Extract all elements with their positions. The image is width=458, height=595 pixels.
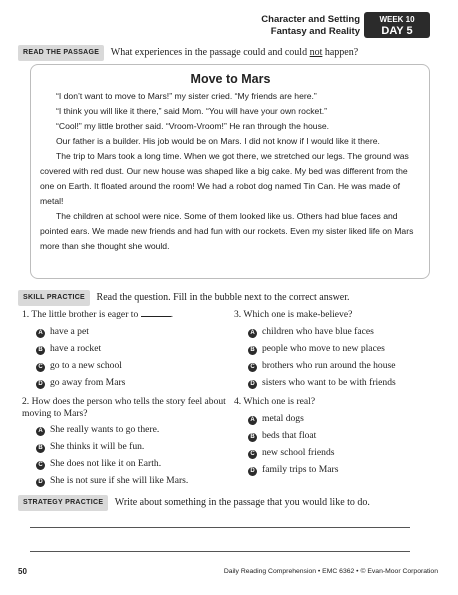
prompt-pre: What experiences in the passage could and could: [110, 47, 310, 58]
option-text: new school friends: [262, 446, 335, 458]
option-text: She thinks it will be fun.: [50, 441, 145, 452]
answer-option[interactable]: [248, 464, 338, 476]
option-text: have a rocket: [50, 342, 102, 354]
option-text: have a pet: [50, 325, 89, 337]
bubble-icon[interactable]: D: [36, 380, 45, 389]
bubble-icon[interactable]: C: [36, 363, 45, 372]
question-stem: 1. The little brother is eager to .: [22, 309, 174, 320]
question-stem: 3. Which one is make-believe?: [234, 309, 353, 320]
answer-option[interactable]: [36, 343, 173, 355]
bubble-icon[interactable]: B: [248, 346, 257, 355]
bubble-icon[interactable]: A: [36, 329, 45, 338]
answer-option[interactable]: [36, 424, 227, 436]
option-text: family trips to Mars: [262, 463, 339, 475]
bubble-icon[interactable]: C: [248, 363, 257, 372]
page-number: 50: [18, 567, 27, 576]
answer-option[interactable]: [36, 458, 227, 470]
passage-paragraph: The children at school were nice. Some of them looked like us. Others had blue faces and pointed ears. We made new friends and had fun with our rockets. Even my sister liked life on Mars more than she thought she would.: [40, 211, 414, 251]
answer-option[interactable]: [36, 360, 173, 372]
question-4: [234, 396, 338, 476]
strategy-practice-label: STRATEGY PRACTICE: [18, 495, 108, 511]
answer-option[interactable]: [36, 441, 227, 453]
passage-title: Move to Mars: [190, 72, 271, 86]
read-passage-row: [18, 45, 358, 61]
answer-option[interactable]: [248, 430, 338, 442]
week-label: WEEK 10: [379, 15, 415, 24]
passage-paragraph: “I don’t want to move to Mars!” my sister cried. “My friends are here.”: [56, 91, 317, 101]
option-text: go to a new school: [50, 359, 122, 371]
skill-practice-row: [18, 290, 350, 306]
option-text: children who have blue faces: [262, 325, 374, 337]
answer-blank: [141, 309, 171, 317]
passage-paragraph: “I think you will like it there,” said Mom. “You will have your own rocket.”: [56, 106, 327, 116]
header-title: [261, 14, 360, 38]
prompt-post: happen?: [322, 47, 359, 58]
answer-option[interactable]: [36, 377, 173, 389]
option-text: She really wants to go there.: [50, 424, 160, 435]
bubble-icon[interactable]: C: [248, 450, 257, 459]
answer-option[interactable]: [248, 377, 396, 389]
week-day-badge: [364, 12, 430, 38]
passage-box: [30, 64, 430, 279]
skill-practice-prompt: Read the question. Fill in the bubble next to the correct answer.: [96, 292, 350, 303]
header-title-line2: Fantasy and Reality: [270, 26, 360, 37]
bubble-icon[interactable]: D: [36, 478, 45, 487]
writing-line-2[interactable]: [30, 551, 410, 552]
option-text: beds that float: [262, 429, 317, 441]
bubble-icon[interactable]: D: [248, 467, 257, 476]
passage-paragraph: “Cool!” my little brother said. “Vroom-Vroom!” He ran through the house.: [56, 121, 330, 131]
bubble-icon[interactable]: B: [248, 433, 257, 442]
answer-option[interactable]: [248, 360, 396, 372]
skill-practice-label: SKILL PRACTICE: [18, 290, 90, 306]
header-title-line1: Character and Setting: [261, 14, 360, 25]
answer-option[interactable]: [248, 447, 338, 459]
bubble-icon[interactable]: C: [36, 461, 45, 470]
prompt-underlined: not: [309, 47, 323, 58]
option-text: go away from Mars: [50, 376, 126, 388]
question-stem: 4. Which one is real?: [234, 396, 316, 407]
answer-option[interactable]: [248, 343, 396, 355]
day-label: DAY 5: [381, 25, 413, 37]
bubble-icon[interactable]: B: [36, 346, 45, 355]
passage-paragraph: Our father is a builder. His job would be on Mars. I did not know if I would like it there.: [56, 136, 380, 146]
passage-paragraph: The trip to Mars took a long time. When we got there, we stretched our legs. The ground was covered with red dust. Our new house was shaped like a big cake. My bed was different from the one on Earth. It floated around the room! We had a robot dog named Tin Can. He was made of metal!: [40, 151, 409, 206]
option-text: metal dogs: [262, 412, 304, 424]
option-text: brothers who run around the house: [262, 359, 396, 371]
strategy-practice-prompt: Write about something in the passage that you would like to do.: [114, 497, 370, 508]
strategy-practice-row: [18, 495, 370, 511]
bubble-icon[interactable]: B: [36, 444, 45, 453]
footer-credit: Daily Reading Comprehension • EMC 6362 • © Evan-Moor Corporation: [223, 568, 438, 575]
answer-option[interactable]: [248, 413, 338, 425]
question-2: [22, 396, 227, 487]
answer-option[interactable]: [36, 475, 227, 487]
question-stem: 2. How does the person who tells the story feel about moving to Mars?: [22, 396, 226, 419]
question-3: [234, 309, 396, 389]
option-text: sisters who want to be with friends: [262, 376, 396, 388]
read-passage-label: READ THE PASSAGE: [18, 45, 104, 61]
option-text: people who move to new places: [262, 342, 385, 354]
question-1: [22, 309, 173, 389]
writing-line-1[interactable]: [30, 527, 410, 528]
bubble-icon[interactable]: D: [248, 380, 257, 389]
bubble-icon[interactable]: A: [248, 329, 257, 338]
option-text: She is not sure if she will like Mars.: [50, 475, 189, 486]
answer-option[interactable]: [36, 326, 173, 338]
bubble-icon[interactable]: A: [36, 427, 45, 436]
bubble-icon[interactable]: A: [248, 416, 257, 425]
read-passage-prompt: [111, 47, 358, 58]
option-text: She does not like it on Earth.: [50, 458, 162, 469]
question-stem-text: 1. The little brother is eager to: [22, 309, 139, 320]
answer-option[interactable]: [248, 326, 396, 338]
